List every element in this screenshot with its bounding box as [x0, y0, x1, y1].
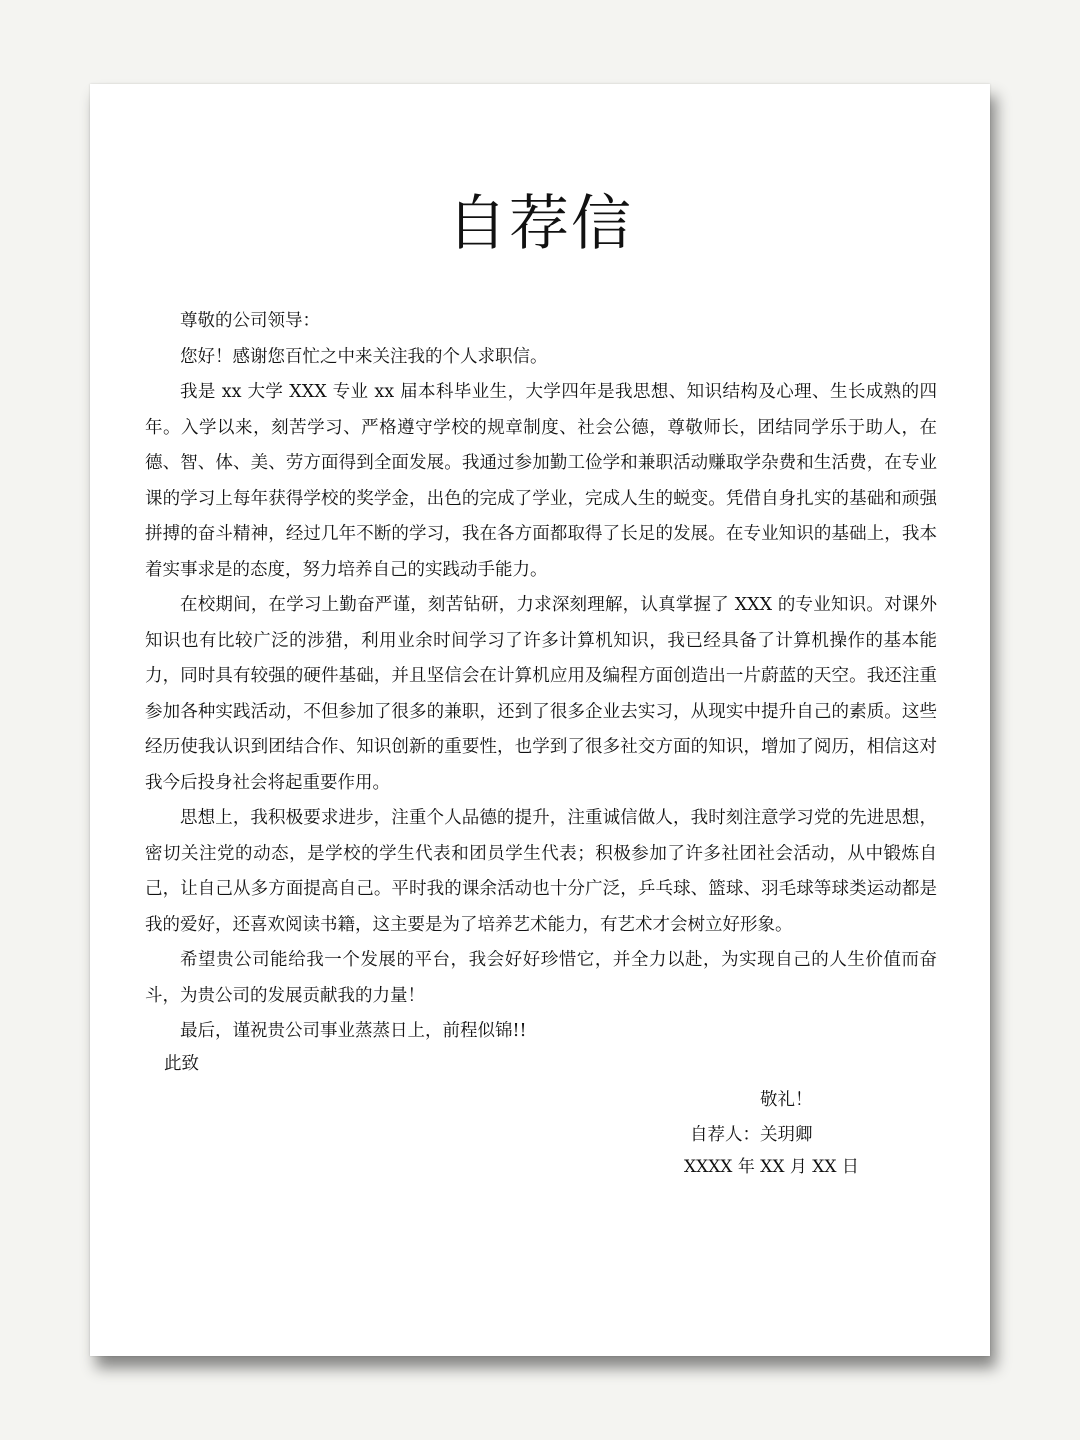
salutation: 尊敬的公司领导：: [180, 311, 320, 331]
letter-date: XXXX 年 XX 月 XX 日: [684, 1157, 859, 1177]
paragraph-introduction: 我是 xx 大学 XXX 专业 xx 届本科毕业生，大学四年是我思想、知识结构及心理、生长成熟的四年。入学以来，刻苦学习、严格遵守学校的规章制度、社会公德，尊敬师长，团结同学乐于助人，在德、智、体、美、劳方面得到全面发展。我通过参加勤工俭学和兼职活动赚取学杂费和生活费，在专业课的学习上每年获得学校的奖学金，出色的完成了学业，完成人生的蜕变。凭借自身扎实的基础和顽强拼搏的奋斗精神，经过几年不断的学习，我在各方面都取得了长足的发展。在专业知识的基础上，我本着实事求是的态度，努力培养自己的实践动手能力。: [145, 382, 937, 580]
regards-text: 敬礼！: [760, 1090, 813, 1110]
paragraph-hope: 希望贵公司能给我一个发展的平台，我会好好珍惜它，并全力以赴，为实现自己的人生价值而奋斗，为贵公司的发展贡献我的力量！: [145, 950, 937, 1006]
letter-title: 自荐信: [447, 189, 633, 259]
paragraph-school-period: 在校期间，在学习上勤奋严谨，刻苦钻研，力求深刻理解，认真掌握了 XXX 的专业知识。对课外知识也有比较广泛的涉猎，利用业余时间学习了许多计算机知识，我已经具备了计算机操作的基本能力，同时具有较强的硬件基础，并且坚信会在计算机应用及编程方面创造出一片蔚蓝的天空。我还注重参加各种实践活动，不但参加了很多的兼职，还到了很多企业去实习，从现实中提升自己的素质。这些经历使我认识到团结合作、知识创新的重要性，也学到了很多社交方面的知识，增加了阅历，相信这对我今后投身社会将起重要作用。: [145, 595, 937, 793]
closing-text: 此致: [164, 1054, 199, 1074]
greeting: 您好！感谢您百忙之中来关注我的个人求职信。: [180, 346, 548, 367]
letter-body: [145, 304, 937, 1050]
signer-name: 自荐人：关玥卿: [690, 1125, 813, 1145]
paragraph-wishes: 最后，谨祝贵公司事业蒸蒸日上，前程似锦!!: [180, 1021, 527, 1041]
paragraph-thoughts: 思想上，我积极要求进步，注重个人品德的提升，注重诚信做人，我时刻注意学习党的先进思想，密切关注党的动态，是学校的学生代表和团员学生代表；积极参加了许多社团社会活动，从中锻炼自己，让自己从多方面提高自己。平时我的课余活动也十分广泛，乒乓球、篮球、羽毛球等球类运动都是我的爱好，还喜欢阅读书籍，这主要是为了培养艺术能力，有艺术才会树立好形象。: [145, 808, 937, 935]
letter-page: [90, 84, 990, 1356]
